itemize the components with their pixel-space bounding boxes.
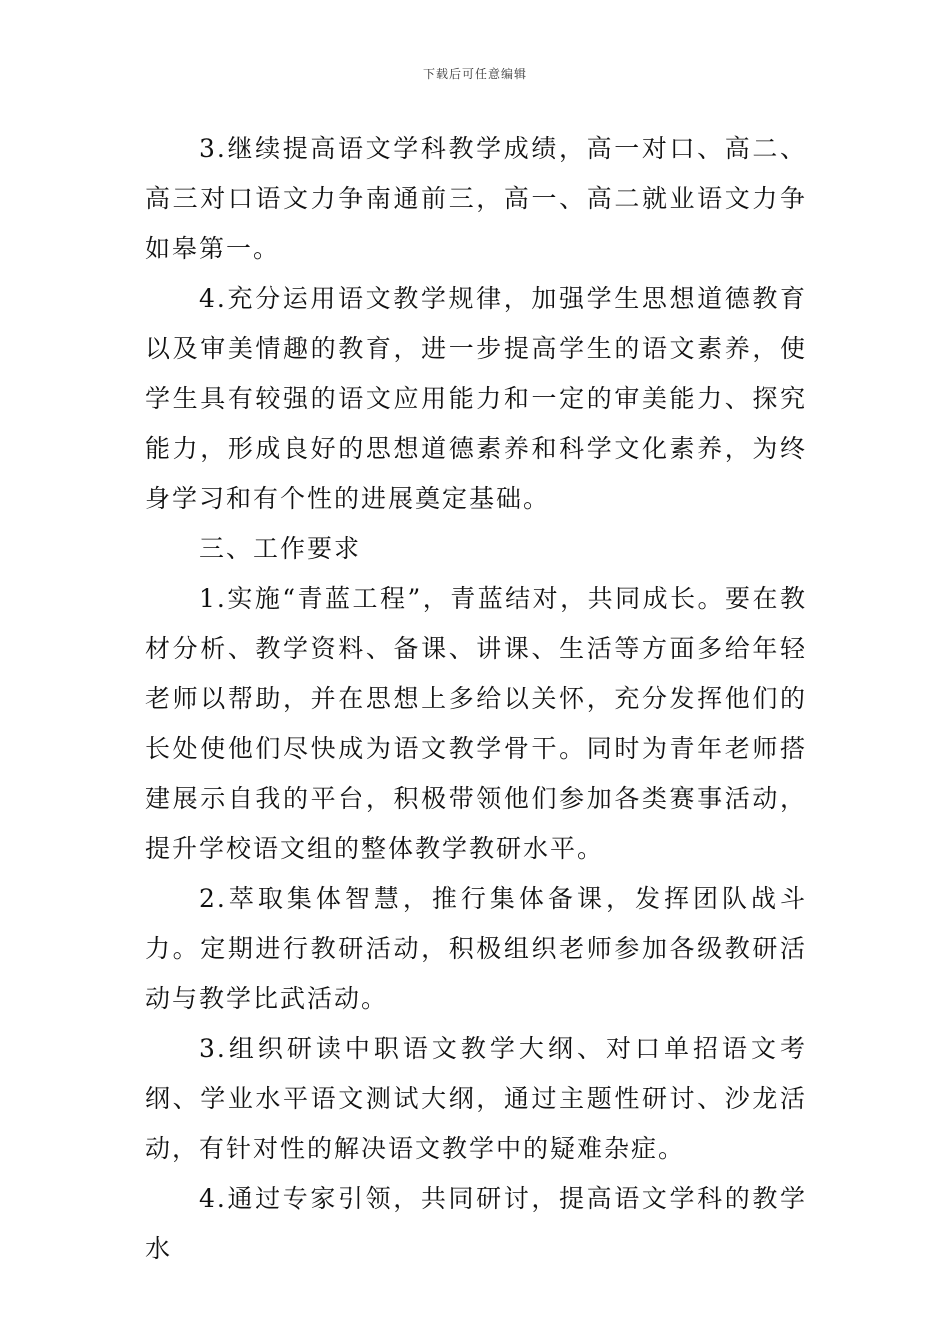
- document-body: [145, 124, 807, 1274]
- section-heading-work-requirements: 三、工作要求: [199, 534, 362, 563]
- header-note: 下载后可任意编辑: [422, 67, 527, 81]
- paragraph-requirement-4: 4.通过专家引领，共同研讨，提高语文学科的教学水: [145, 1184, 807, 1263]
- paragraph-requirement-1: 1.实施“青蓝工程”，青蓝结对，共同成长。要在教材分析、教学资料、备课、讲课、生活等方面多给年轻老师以帮助，并在思想上多给以关怀，充分发挥他们的长处使他们尽快成为语文教学骨干。同时为青年老师搭建展示自我的平台，积极带领他们参加各类赛事活动，提升学校语文组的整体教学教研水平。: [145, 584, 807, 863]
- paragraph-goal-3: 3.继续提高语文学科教学成绩，高一对口、高二、高三对口语文力争南通前三，高一、高二就业语文力争如皋第一。: [145, 134, 807, 263]
- paragraph-requirement-2: 2.萃取集体智慧，推行集体备课，发挥团队战斗力。定期进行教研活动，积极组织老师参加各级教研活动与教学比武活动。: [145, 884, 807, 1013]
- paragraph-goal-4: 4.充分运用语文教学规律，加强学生思想道德教育以及审美情趣的教育，进一步提高学生的语文素养，使学生具有较强的语文应用能力和一定的审美能力、探究能力，形成良好的思想道德素养和科学文化素养，为终身学习和有个性的进展奠定基础。: [145, 284, 807, 513]
- paragraph-requirement-3: 3.组织研读中职语文教学大纲、对口单招语文考纲、学业水平语文测试大纲，通过主题性研讨、沙龙活动，有针对性的解决语文教学中的疑难杂症。: [145, 1034, 807, 1163]
